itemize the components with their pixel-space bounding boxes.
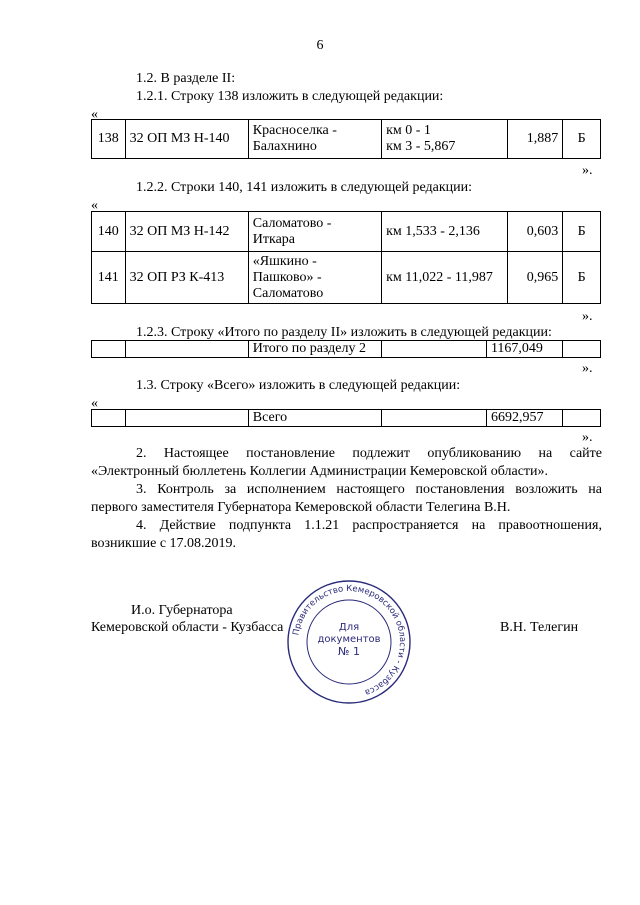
name-line: «Яшкино - (252, 253, 317, 269)
name-line: Красноселка - (252, 123, 337, 138)
close-quote: ». (582, 361, 593, 376)
cell-category: Б (563, 212, 601, 252)
cell-km: км 1,533 - 2,136 (382, 212, 508, 252)
cell-code: 32 ОП МЗ Н-142 (125, 212, 248, 252)
paragraph-4: 4. Действие подпункта 1.1.21 распространяется на правоотношения, (136, 518, 602, 533)
paragraph-2-cont: «Электронный бюллетень Коллегии Администрации Кемеровской области». (91, 464, 549, 479)
table-rows-140-141 (91, 211, 601, 304)
item-1-2-3: 1.2.3. Строку «Итого по разделу II» изложить в следующей редакции: (136, 325, 552, 340)
stamp-ring-text: Правительство Кемеровской области - Кузбасса (291, 583, 408, 698)
cell-num: 140 (92, 212, 126, 252)
cell-empty (92, 410, 126, 427)
cell-empty (382, 410, 487, 427)
cell-num: 141 (92, 252, 126, 304)
cell-empty (382, 341, 487, 358)
cell-length: 0,965 (508, 252, 563, 304)
cell-num: 138 (92, 120, 126, 159)
item-1-2-1: 1.2.1. Строку 138 изложить в следующей редакции: (136, 89, 444, 104)
table-row (92, 120, 601, 159)
cell-category: Б (563, 120, 601, 159)
open-quote: « (91, 396, 98, 411)
name-line: Саломатово - (252, 215, 332, 231)
paragraph-2: 2. Настоящее постановление подлежит опубликованию на сайте (136, 446, 602, 461)
close-quote: ». (582, 309, 593, 324)
cell-empty (563, 410, 601, 427)
cell-name (248, 120, 381, 159)
cell-total-value: 6692,957 (486, 410, 562, 427)
signatory-name: В.Н. Телегин (500, 620, 579, 635)
cell-empty (563, 341, 601, 358)
official-stamp (286, 579, 412, 705)
km-line: км 3 - 5,867 (386, 139, 456, 154)
close-quote: ». (582, 163, 593, 178)
item-1-2-2: 1.2.2. Строки 140, 141 изложить в следующей редакции: (136, 180, 473, 195)
cell-total-value: 1167,049 (486, 341, 562, 358)
cell-empty (125, 341, 248, 358)
stamp-center-line-1: Для (338, 622, 360, 633)
cell-length: 1,887 (508, 120, 563, 159)
cell-empty (125, 410, 248, 427)
table-row (92, 212, 601, 252)
stamp-center-line-2: документов (317, 634, 381, 645)
cell-total-label: Всего (248, 410, 381, 427)
cell-total-label: Итого по разделу 2 (248, 341, 381, 358)
table-row (92, 252, 601, 304)
signatory-region: Кемеровской области - Кузбасса (91, 620, 284, 635)
item-1-3: 1.3. Строку «Всего» изложить в следующей редакции: (136, 378, 461, 393)
cell-length: 0,603 (508, 212, 563, 252)
cell-name (248, 212, 381, 252)
km-line: км 0 - 1 (386, 123, 431, 138)
cell-code: 32 ОП МЗ Н-140 (125, 120, 248, 159)
cell-name (248, 252, 381, 304)
section-heading: 1.2. В разделе II: (136, 71, 236, 86)
paragraph-3: 3. Контроль за исполнением настоящего постановления возложить на (136, 482, 602, 497)
name-line: Иткара (252, 231, 296, 247)
cell-km (382, 120, 508, 159)
table-row-138 (91, 119, 601, 159)
cell-empty (92, 341, 126, 358)
table-total-all (91, 409, 601, 427)
name-line: Пашково» - (252, 269, 322, 285)
stamp-center-line-3: № 1 (338, 645, 360, 658)
paragraph-4-cont: возникшие с 17.08.2019. (91, 536, 237, 551)
cell-category: Б (563, 252, 601, 304)
table-total-section (91, 340, 601, 358)
name-line: Балахнино (252, 139, 317, 154)
paragraph-3-cont: первого заместителя Губернатора Кемеровской области Телегина В.Н. (91, 500, 511, 515)
name-line: Саломатово (252, 285, 324, 301)
signatory-title: И.о. Губернатора (131, 603, 233, 618)
open-quote: « (91, 198, 98, 213)
table-row (92, 410, 601, 427)
page-number: 6 (316, 38, 324, 53)
open-quote: « (91, 107, 98, 122)
cell-km: км 11,022 - 11,987 (382, 252, 508, 304)
cell-code: 32 ОП РЗ К-413 (125, 252, 248, 304)
close-quote: ». (582, 430, 593, 445)
table-row (92, 341, 601, 358)
